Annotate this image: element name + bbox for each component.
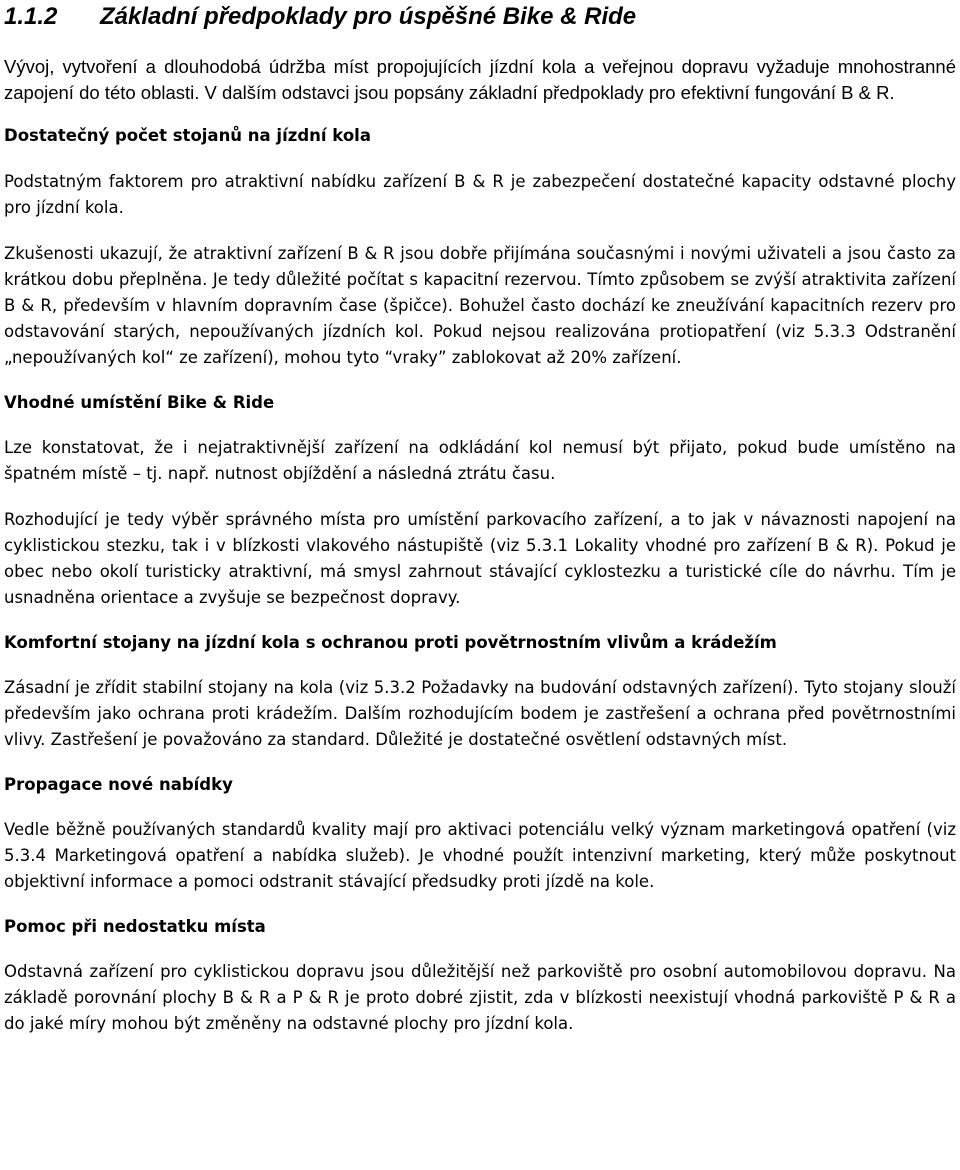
paragraph-location-1: Lze konstatovat, že i nejatraktivnější zařízení na odkládání kol nemusí být přijato, pokud bude umístěno na špatném místě – tj. např. nutnost objíždění a následná ztrátu času.	[4, 438, 956, 483]
intro-paragraph: Vývoj, vytvoření a dlouhodobá údržba míst propojujících jízdní kola a veřejnou dopravu vyžaduje mnohostranné zapojení do této oblasti. V dalším odstavci jsou popsány základní předpoklady pro efektivní fungování B & R.	[4, 56, 956, 103]
paragraph-comfort-1: Zásadní je zřídit stabilní stojany na kola (viz 5.3.2 Požadavky na budování odstavných zařízení). Tyto stojany slouží především jako ochrana proti krádežím. Dalším rozhodujícím bodem je zastřešení a ochrana před povětrnostními vlivy. Zastřešení je považováno za standard. Důležité je dostatečné osvětlení odstavných míst.	[4, 678, 956, 749]
paragraph-capacity-2: Zkušenosti ukazují, že atraktivní zařízení B & R jsou dobře přijímána současnými i novými uživateli a jsou často za krátkou dobu přeplněna. Je tedy důležité počítat s kapacitní rezervou. Tímto způsobem se zvýší atraktivita zařízení B & R, především v hlavním dopravním čase (špičce). Bohužel často dochází ke zneužívání kapacitních rezerv pro odstavování starých, nepoužívaných jízdních kol. Pokud nejsou realizována protiopatření (viz 5.3.3 Odstranění „nepoužívaných kol“ ze zařízení), mohou tyto “vraky” zablokovat až 20% zařízení.	[4, 244, 956, 367]
paragraph-capacity-1: Podstatným faktorem pro atraktivní nabídku zařízení B & R je zabezpečení dostatečné kapacity odstavné plochy pro jízdní kola.	[4, 172, 956, 217]
paragraph-space-1: Odstavná zařízení pro cyklistickou dopravu jsou důležitější než parkoviště pro osobní automobilovou dopravu. Na základě porovnání plochy B & R a P & R je proto dobré zjistit, zda v blízkosti neexistují vhodná parkoviště P & R a do jaké míry mohou být změněny na odstavné plochy pro jízdní kola.	[4, 962, 956, 1033]
section-title: Základní předpoklady pro úspěšné Bike & Ride	[100, 3, 637, 30]
subheading-space: Pomoc při nedostatku místa	[4, 917, 266, 936]
subheading-comfort: Komfortní stojany na jízdní kola s ochranou proti povětrnostním vlivům a krádežím	[4, 633, 777, 652]
subheading-capacity: Dostatečný počet stojanů na jízdní kola	[4, 126, 371, 145]
subheading-promotion: Propagace nové nabídky	[4, 775, 233, 794]
section-number: 1.1.2	[4, 3, 58, 30]
subheading-location: Vhodné umístění Bike & Ride	[4, 393, 275, 412]
paragraph-promotion-1: Vedle běžně používaných standardů kvality mají pro aktivaci potenciálu velký význam marketingová opatření (viz 5.3.4 Marketingová opatření a nabídka služeb). Je vhodné použít intenzivní marketing, který může poskytnout objektivní informace a pomoci odstranit stávající předsudky proti jízdě na kole.	[4, 820, 956, 891]
paragraph-location-2: Rozhodující je tedy výběr správného místa pro umístění parkovacího zařízení, a to jak v návaznosti napojení na cyklistickou stezku, tak i v blízkosti vlakového nástupiště (viz 5.3.1 Lokality vhodné pro zařízení B & R). Pokud je obec nebo okolí turisticky atraktivní, má smysl zahrnout stávající cyklostezku a turistické cíle do návrhu. Tím je usnadněna orientace a zvyšuje se bezpečnost dopravy.	[4, 510, 956, 607]
section-heading	[4, 0, 956, 34]
